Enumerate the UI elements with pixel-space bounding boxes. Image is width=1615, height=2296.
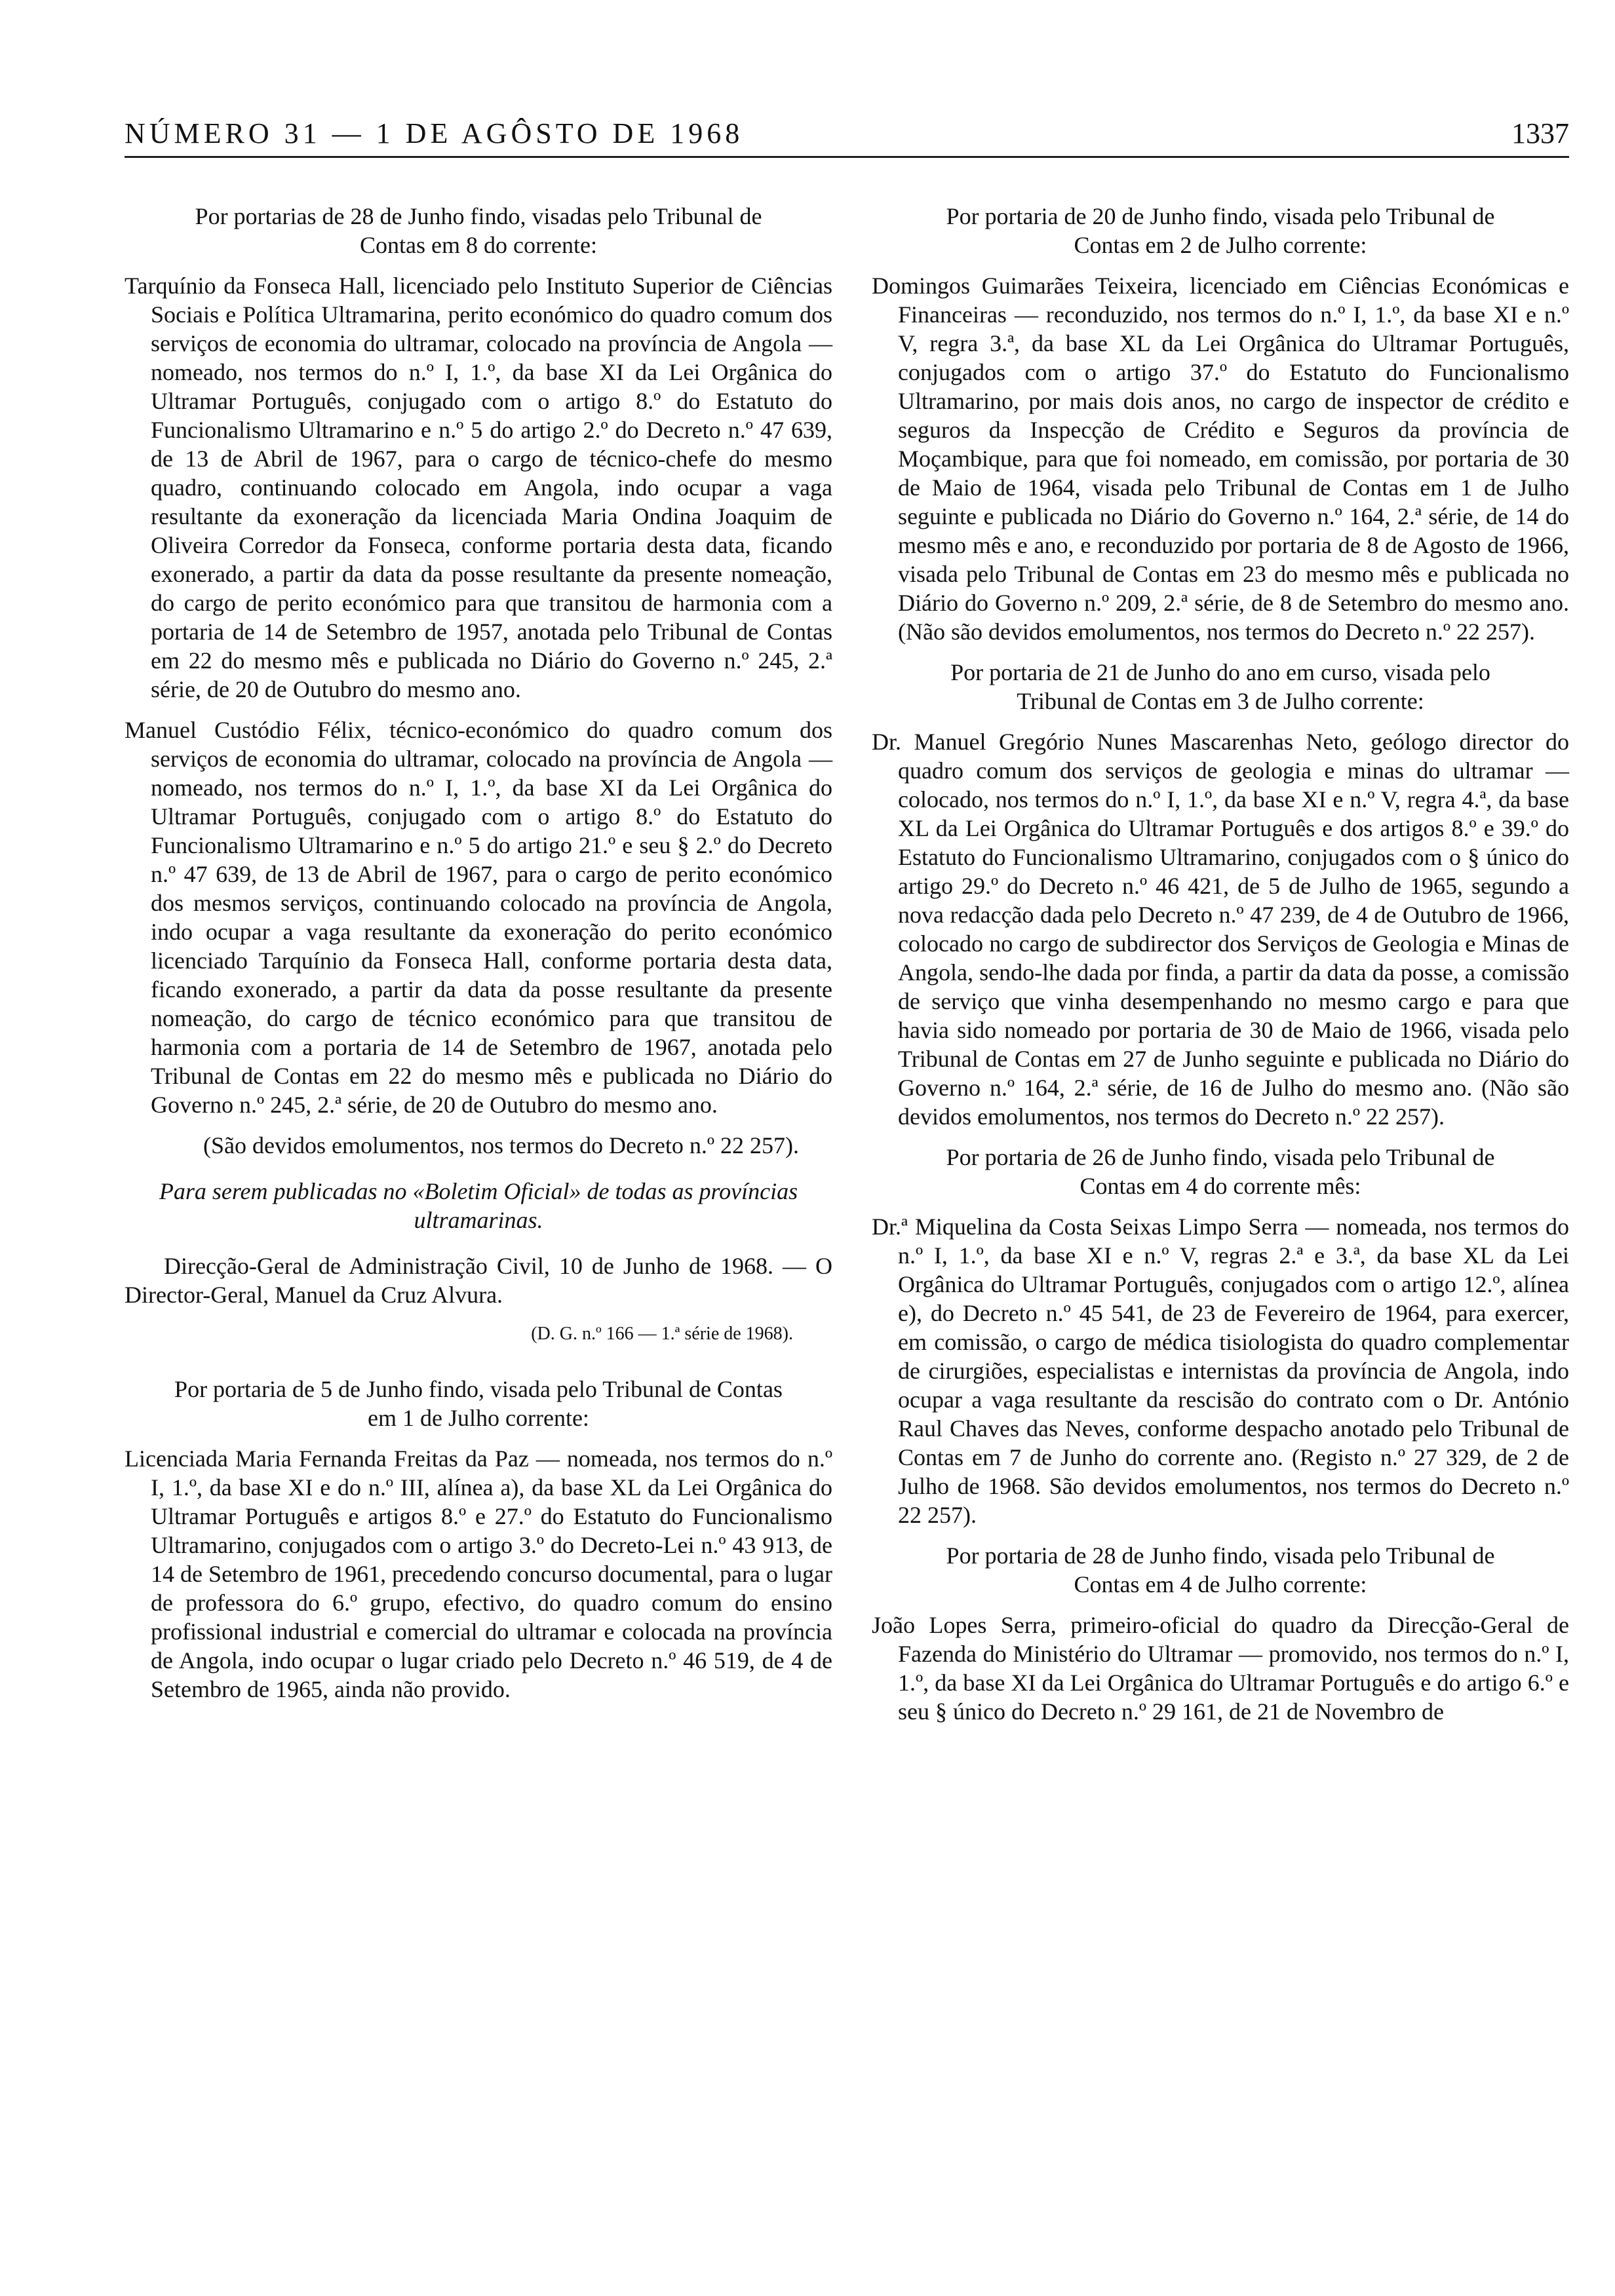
signature-line: Direcção-Geral de Administração Civil, 10 de Junho de 1968. — O Director-Geral, Manuel da Cruz Alvura. — [125, 1253, 832, 1308]
appointment-entry: Tarquínio da Fonseca Hall, licenciado pelo Instituto Superior de Ciências Sociais e Política Ultramarina, perito económico do quadro comum dos serviços de economia do ultramar, colocado na província de Angola — nomeado, nos termos do n.º I, 1.º, da base XI da Lei Orgânica do Ultramar Português, conjugado com o artigo 8.º do Estatuto do Funcionalismo Ultramarino e n.º 5 do artigo 2.º do Decreto n.º 47 639, de 13 de Abril de 1967, para o cargo de técnico-chefe do mesmo quadro, continuando colocado em Angola, indo ocupar a vaga resultante da exoneração da licenciada Maria Ondina Joaquim de Oliveira Corredor da Fonseca, conforme portaria desta data, ficando exonerado, a partir da data da posse resultante da presente nomeação, do cargo de perito económico para que transitou de harmonia com a portaria de 14 de Setembro de 1957, anotada pelo Tribunal de Contas em 22 do mesmo mês e publicada no Diário do Governo n.º 245, 2.ª série, de 20 de Outubro do mesmo ano. — [125, 273, 832, 702]
page-number: 1337 — [1511, 117, 1569, 149]
publication-note: Para serem publicadas no «Boletim Oficial» de todas as províncias ultramarinas. — [159, 1178, 798, 1233]
appointment-entry: Dr. Manuel Gregório Nunes Mascarenhas Neto, geólogo director do quadro comum dos serviços de geologia e minas do ultramar — colocado, nos termos do n.º I, 1.º, da base XI e n.º V, regra 4.ª, da base XL da Lei Orgânica do Ultramar Português e dos artigos 8.º e 39.º do Estatuto do Funcionalismo Ultramarino, conjugados com o § único do artigo 29.º do Decreto n.º 46 421, de 5 de Julho de 1965, segundo a nova redacção dada pelo Decreto n.º 47 239, de 4 de Outubro de 1966, colocado no cargo de subdirector dos Serviços de Geologia e Minas de Angola, sendo-lhe dada por finda, a partir da data da posse, a comissão de serviço que vinha desempenhando no mesmo cargo e para que havia sido nomeado por portaria de 30 de Maio de 1966, visada pelo Tribunal de Contas em 27 de Junho seguinte e publicada no Diário do Governo n.º 164, 2.ª série, de 16 de Julho do mesmo ano. (Não são devidos emolumentos, nos termos do Decreto n.º 22 257). — [872, 729, 1569, 1130]
fee-note: (São devidos emolumentos, nos termos do Decreto n.º 22 257). — [203, 1132, 800, 1158]
appointment-entry: Licenciada Maria Fernanda Freitas da Paz — nomeada, nos termos do n.º I, 1.º, da base XI e do n.º III, alínea a), da base XL da Lei Orgânica do Ultramar Português e artigos 8.º e 27.º do Estatuto do Funcionalismo Ultramarino, conjugados com o artigo 3.º do Decreto-Lei n.º 43 913, de 14 de Setembro de 1961, precedendo concurso documental, para o lugar de professora do 6.º grupo, efectivo, do quadro comum do ensino profissional industrial e comercial do ultramar e colocada na província de Angola, indo ocupar o lugar criado pelo Decreto n.º 46 519, de 4 de Setembro de 1965, ainda não provido. — [125, 1445, 832, 1702]
page-header — [125, 110, 1569, 158]
issue-title: NÚMERO 31 — 1 DE AGÔSTO DE 1968 — [125, 117, 744, 149]
ordinance-intro: Por portarias de 28 de Junho findo, visadas pelo Tribunal de Contas em 8 do corrente: — [195, 203, 762, 258]
appointment-entry: Manuel Custódio Félix, técnico-económico do quadro comum dos serviços de economia do ultramar, colocado na província de Angola — nomeado, nos termos do n.º I, 1.º, da base XI da Lei Orgânica do Ultramar Português, conjugado com o artigo 8.º do Estatuto do Funcionalismo Ultramarino e n.º 5 do artigo 21.º e seu § 2.º do Decreto n.º 47 639, de 13 de Abril de 1967, para o cargo de perito económico dos mesmos serviços, continuando colocado na província de Angola, indo ocupar a vaga resultante da exoneração do perito económico licenciado Tarquínio da Fonseca Hall, conforme portaria desta data, ficando exonerado, a partir da data da posse resultante da presente nomeação, do cargo de técnico económico para que transitou de harmonia com a portaria de 14 de Setembro de 1967, anotada pelo Tribunal de Contas em 22 do mesmo mês e publicada no Diário do Governo n.º 245, 2.ª série, de 20 de Outubro do mesmo ano. — [125, 717, 832, 1118]
appointment-entry: Dr.ª Miquelina da Costa Seixas Limpo Serra — nomeada, nos termos do n.º I, 1.º, da base XI e n.º V, regras 2.ª e 3.ª, da base XL da Lei Orgânica do Ultramar Português, conjugados com o artigo 12.º, alínea e), do Decreto n.º 45 541, de 23 de Fevereiro de 1964, para exercer, em comissão, o cargo de médica tisiologista do quadro complementar de cirurgiões, especialistas e internistas da província de Angola, indo ocupar a vaga resultante da rescisão do contrato com o Dr. António Raul Chaves das Neves, conforme despacho anotado pelo Tribunal de Contas em 7 de Junho do corrente ano. (Registo n.º 27 329, de 2 de Julho de 1968. São devidos emolumentos, nos termos do Decreto n.º 22 257). — [872, 1214, 1569, 1528]
appointment-entry: João Lopes Serra, primeiro-oficial do quadro da Direcção-Geral de Fazenda do Ministério do Ultramar — promovido, nos termos do n.º I, 1.º, da base XI da Lei Orgânica do Ultramar Português e do artigo 6.º e seu § único do Decreto n.º 29 161, de 21 de Novembro de — [872, 1612, 1569, 1725]
right-column — [872, 190, 1569, 1738]
ordinance-intro: Por portaria de 21 de Junho do ano em curso, visada pelo Tribunal de Contas em 3 de Julho corrente: — [950, 659, 1490, 714]
ordinance-intro: Por portaria de 20 de Junho findo, visada pelo Tribunal de Contas em 2 de Julho corrente: — [946, 203, 1495, 258]
ordinance-intro: Por portaria de 28 de Junho findo, visada pelo Tribunal de Contas em 4 de Julho corrente: — [946, 1542, 1495, 1598]
ordinance-intro: Por portaria de 5 de Junho findo, visada pelo Tribunal de Contas em 1 de Julho corrente: — [174, 1376, 783, 1431]
gazette-reference: (D. G. n.º 166 — 1.ª série de 1968). — [531, 1324, 793, 1344]
left-column — [125, 190, 832, 1715]
ordinance-intro: Por portaria de 26 de Junho findo, visada pelo Tribunal de Contas em 4 do corrente mês: — [946, 1144, 1495, 1199]
appointment-entry: Domingos Guimarães Teixeira, licenciado em Ciências Económicas e Financeiras — reconduzido, nos termos do n.º I, 1.º, da base XI e n.º V, regra 3.ª, da base XL da Lei Orgânica do Ultramar Português, conjugados com o artigo 37.º do Estatuto do Funcionalismo Ultramarino, por mais dois anos, no cargo de inspector de crédito e seguros da Inspecção de Crédito e Seguros da província de Moçambique, para que foi nomeado, em comissão, por portaria de 30 de Maio de 1964, visada pelo Tribunal de Contas em 1 de Julho seguinte e publicada no Diário do Governo n.º 164, 2.ª série, de 14 do mesmo mês e ano, e reconduzido por portaria de 8 de Agosto de 1966, visada pelo Tribunal de Contas em 23 do mesmo mês e publicada no Diário do Governo n.º 209, 2.ª série, de 8 de Setembro do mesmo ano. (Não são devidos emolumentos, nos termos do Decreto n.º 22 257). — [872, 273, 1569, 645]
